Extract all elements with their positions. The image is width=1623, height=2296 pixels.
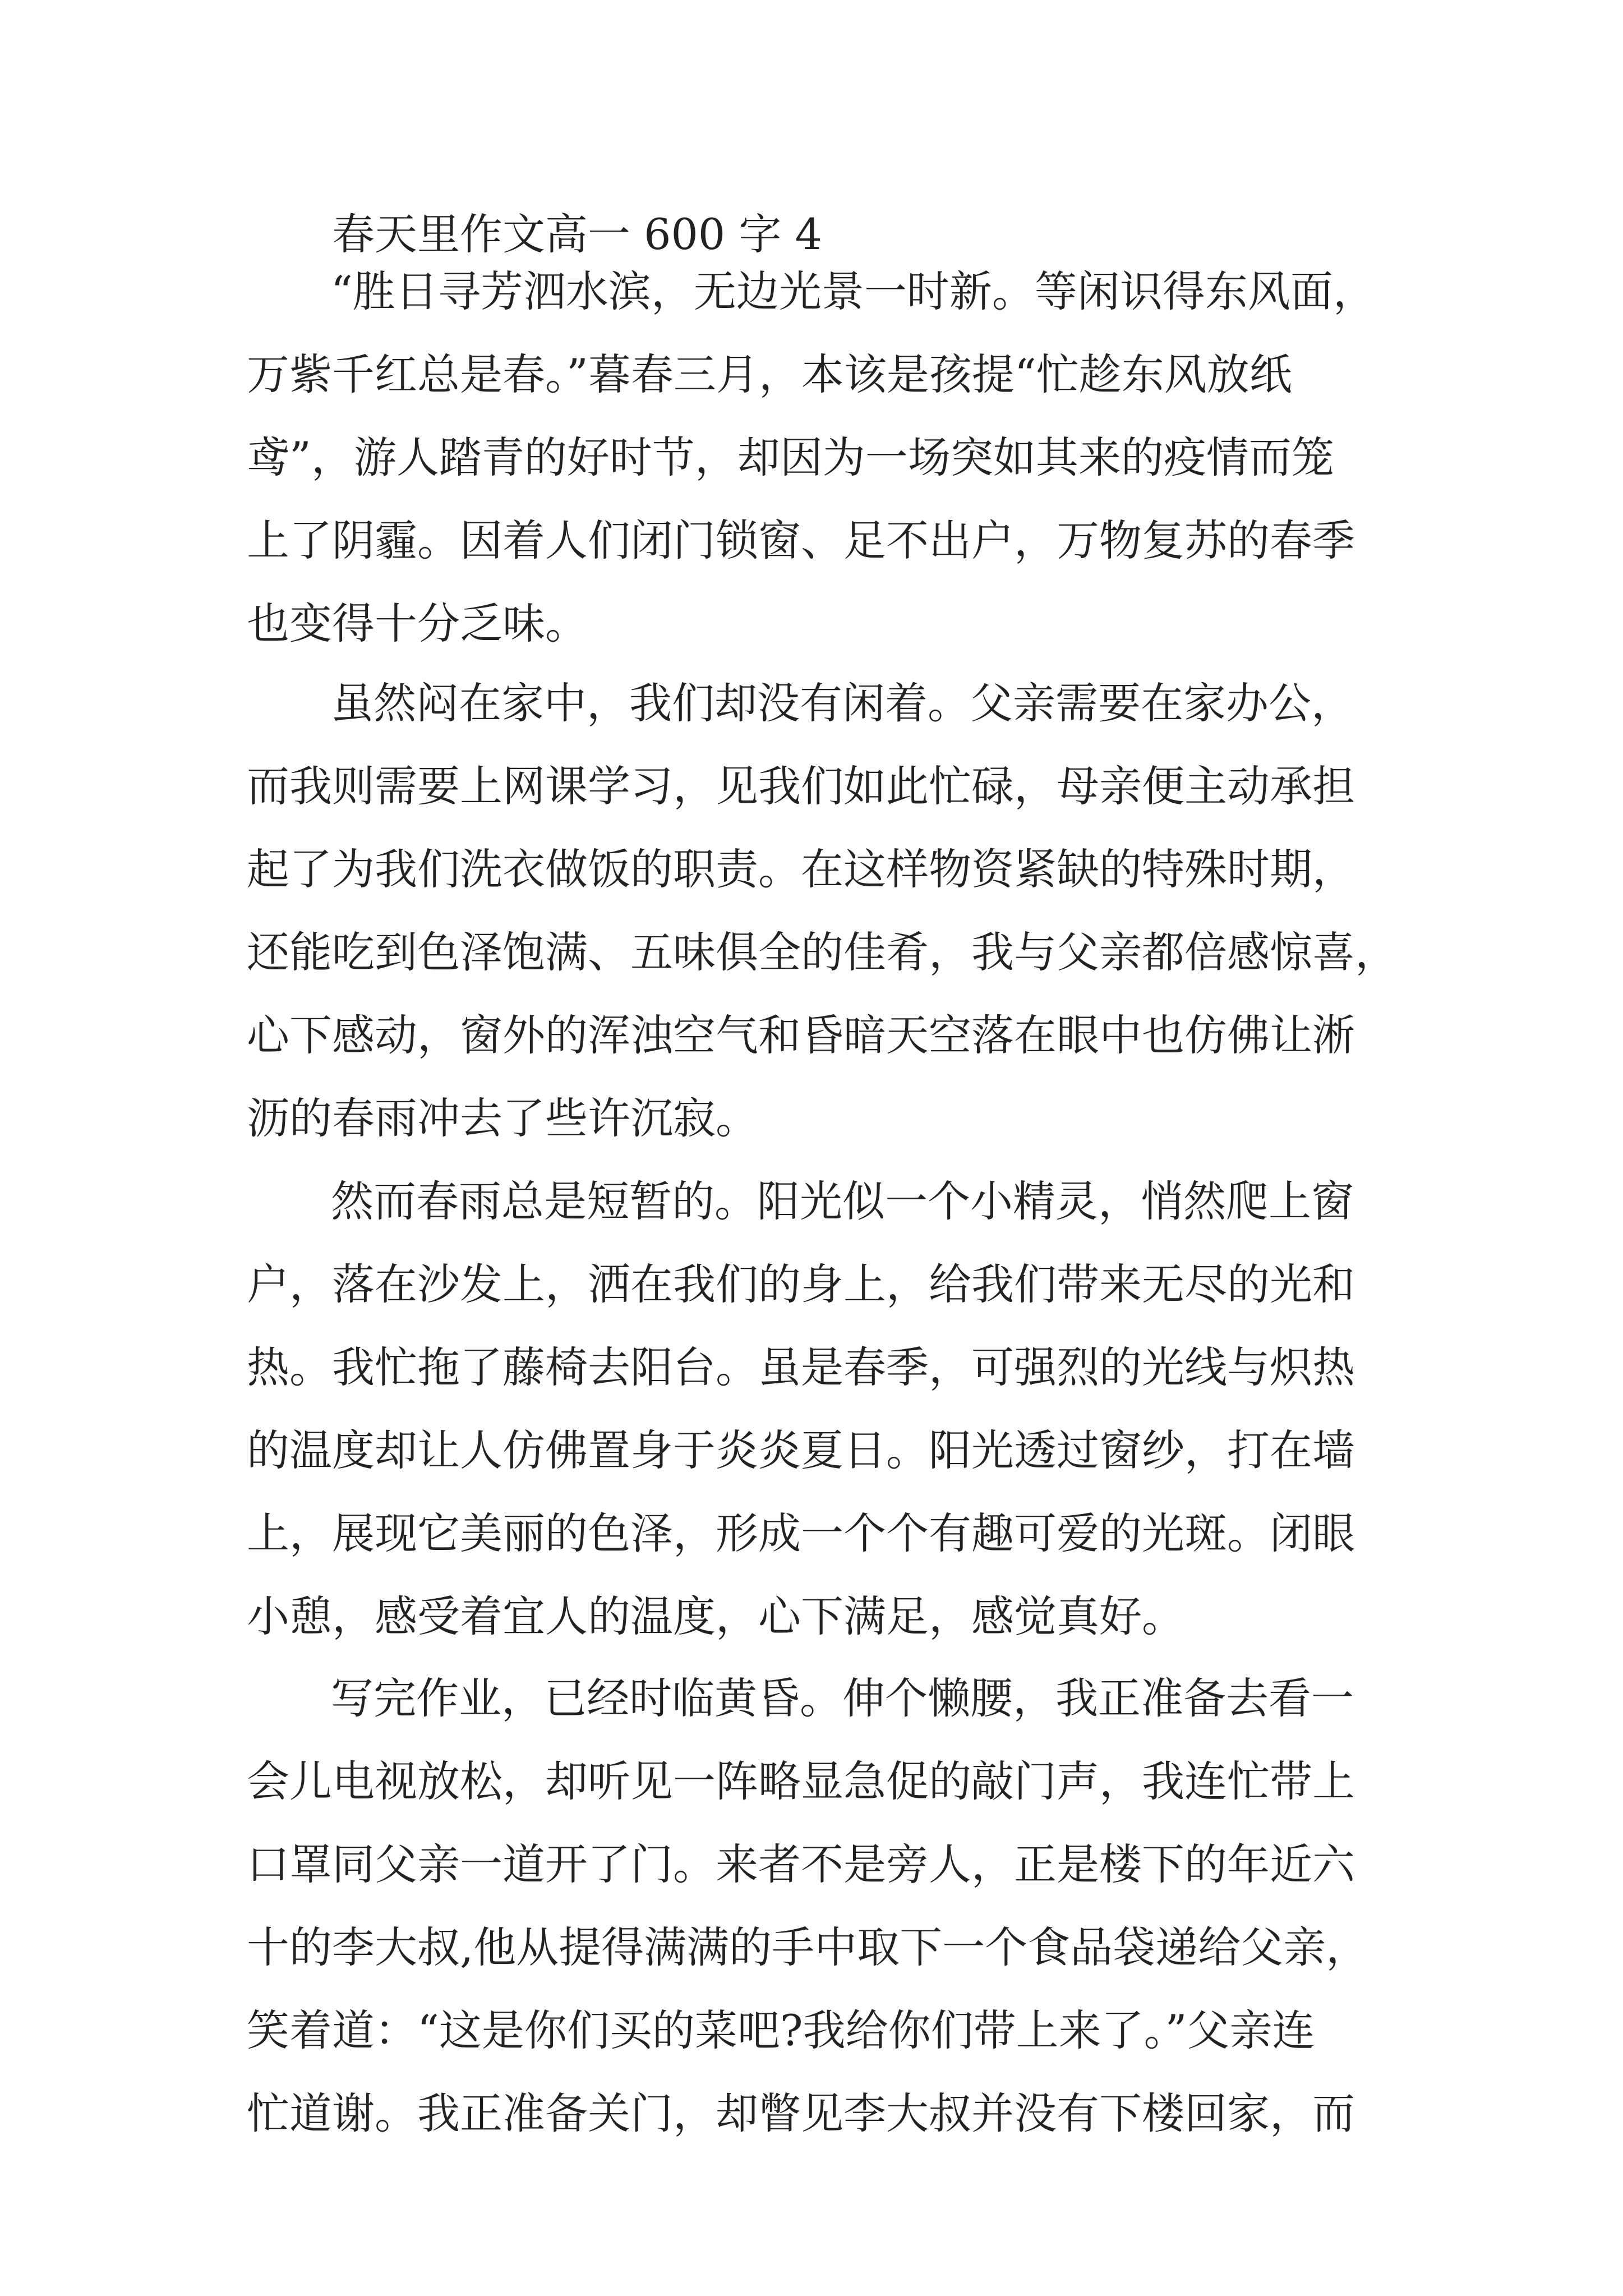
text-line: 小憩，感受着宜人的温度，心下满足，感觉真好。 (247, 1591, 1184, 1641)
paragraph (247, 662, 1398, 1160)
text-line: 鸢”，游人踏青的好时节，却因为一场突如其来的疫情而笼 (247, 432, 1334, 482)
paragraph (247, 1657, 1368, 2155)
text-line: 心下感动，窗外的浑浊空气和昏暗天空落在眼中也仿佛让淅 (247, 1010, 1355, 1060)
text-line: 十的李大叔,他从提得满满的手中取下一个食品袋递给父亲， (247, 1922, 1369, 1972)
text-line: 的温度却让人仿佛置身于炎炎夏日。阳光透过窗纱，打在墙 (247, 1425, 1355, 1475)
paragraph (247, 250, 1376, 665)
text-line: 还能吃到色泽饱满、五味俱全的佳肴，我与父亲都倍感惊喜， (247, 927, 1398, 977)
text-line: 户，落在沙发上，洒在我们的身上，给我们带来无尽的光和 (247, 1259, 1355, 1309)
text-line: 热。我忙拖了藤椅去阳台。虽是春季，可强烈的光线与炽热 (247, 1342, 1355, 1392)
text-line: 也变得十分乏味。 (247, 599, 588, 648)
text-line: 虽然闷在家中，我们却没有闲着。父亲需要在家办公， (331, 678, 1354, 728)
paragraph (247, 1160, 1355, 1658)
text-line: 口罩同父亲一道开了门。来者不是旁人，正是楼下的年近六 (247, 1839, 1355, 1889)
text-line: 会儿电视放松，却听见一阵略显急促的敲门声，我连忙带上 (247, 1756, 1355, 1806)
text-line: 万紫千红总是春。”暮春三月，本该是孩提“忙趁东风放纸 (247, 349, 1292, 399)
text-line: 笑着道：“这是你们买的菜吧?我给你们带上来了。”父亲连 (247, 2005, 1315, 2055)
text-line: 而我则需要上网课学习，见我们如此忙碌，母亲便主动承担 (247, 761, 1355, 811)
text-line: 沥的春雨冲去了些许沉寂。 (247, 1093, 758, 1143)
text-line: 起了为我们洗衣做饭的职责。在这样物资紧缺的特殊时期， (247, 844, 1355, 894)
document-title: 春天里作文高一 600 字 4 (332, 209, 822, 259)
text-line: 上了阴霾。因着人们闭门锁窗、足不出户，万物复苏的春季 (247, 516, 1355, 565)
text-line: 然而春雨总是短暂的。阳光似一个小精灵，悄然爬上窗 (331, 1176, 1354, 1226)
text-line: “胜日寻芳泗水滨，无边光景一时新。等闲识得东风面， (331, 266, 1376, 316)
text-line: 写完作业，已经时临黄昏。伸个懒腰，我正准备去看一 (331, 1673, 1354, 1723)
text-line: 上，展现它美丽的色泽，形成一个个有趣可爱的光斑。闭眼 (247, 1508, 1355, 1558)
text-line: 忙道谢。我正准备关门，却瞥见李大叔并没有下楼回家，而 (247, 2088, 1355, 2138)
